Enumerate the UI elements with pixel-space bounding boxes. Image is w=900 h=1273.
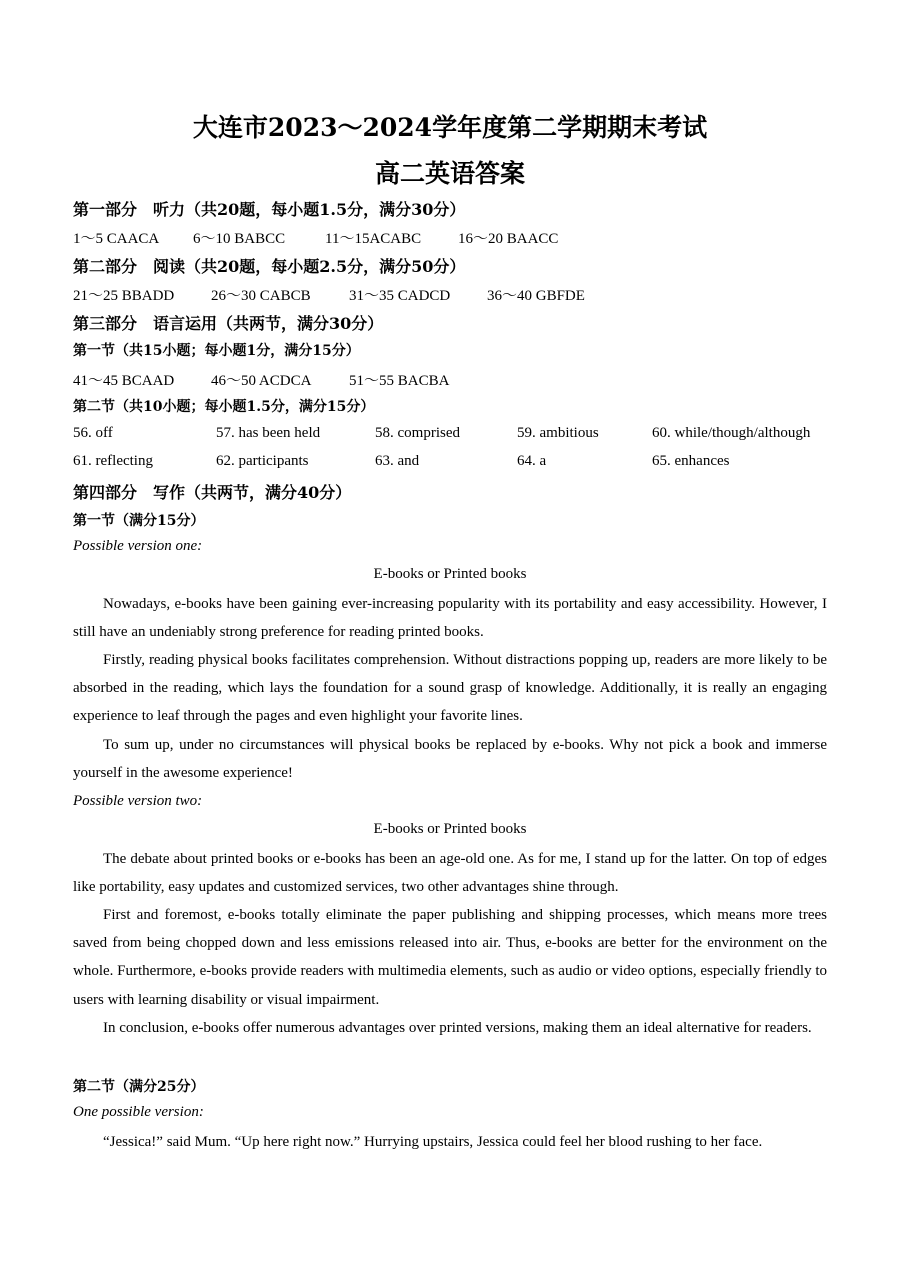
essay-paragraph: The debate about printed books or e-books has been an age-old one. As for me, I stand up for the latter. On top of edges like portability, easy updates and customized services, two other advantages shine through. bbox=[73, 851, 827, 896]
part3-s2-answer: 57. has been held bbox=[216, 425, 321, 441]
part3-s1-answer: 41～45 BCAAD bbox=[73, 373, 175, 389]
part4-section1-heading: 第一节（满分15分） bbox=[73, 513, 205, 529]
part1-heading: 第一部分 听力（共20题，每小题1.5分，满分30分） bbox=[73, 200, 466, 219]
essay-paragraph: Nowadays, e-books have been gaining ever-increasing popularity with its portability and easy accessibility. However, I still have an undeniably strong preference for reading printed books. bbox=[73, 596, 827, 641]
essay-paragraph: Firstly, reading physical books facilitates comprehension. Without distractions popping up, readers are more likely to be absorbed in the reading, which lays the foundation for a sound grasp of knowledge. Additionally, it is really an engaging experience to leaf through the pages and even highlight your favorite lines. bbox=[73, 652, 827, 725]
part1-answer: 1～5 CAACA bbox=[73, 231, 160, 247]
version-one-title: E-books or Printed books bbox=[373, 566, 527, 582]
part1-answer: 16～20 BAACC bbox=[458, 231, 559, 247]
part3-section2-heading: 第二节（共10小题；每小题1.5分，满分15分） bbox=[73, 399, 375, 415]
essay-paragraph: In conclusion, e-books offer numerous advantages over printed versions, making them an ideal alternative for readers. bbox=[103, 1020, 812, 1036]
part3-heading: 第三部分 语言运用（共两节，满分30分） bbox=[73, 314, 384, 333]
part3-s2-answer: 56. off bbox=[73, 425, 113, 441]
part3-s2-answer: 58. comprised bbox=[375, 425, 460, 441]
part3-section1-heading: 第一节（共15小题；每小题1分，满分15分） bbox=[73, 343, 360, 359]
part3-s2-answer: 61. reflecting bbox=[73, 453, 153, 469]
essay-paragraph: First and foremost, e-books totally eliminate the paper publishing and shipping processes, which means more trees saved from being chopped down and less emissions released into air. Thus, e-books are better for the environment on the whole. Furthermore, e-books provide readers with multimedia elements, such as audio or video options, especially friendly to users with learning disability or visual impairment. bbox=[73, 907, 827, 1008]
page-title: 大连市2023～2024学年度第二学期期末考试 bbox=[192, 113, 708, 142]
part3-s2-answer: 64. a bbox=[517, 453, 547, 469]
part4-heading: 第四部分 写作（共两节，满分40分） bbox=[73, 483, 352, 502]
essay-paragraph: To sum up, under no circumstances will physical books be replaced by e-books. Why not pick a book and immerse yourself in the awesome experience! bbox=[73, 737, 827, 782]
part3-s1-answer: 51～55 BACBA bbox=[349, 373, 450, 389]
one-version-label: One possible version: bbox=[73, 1104, 204, 1120]
part2-answer: 26～30 CABCB bbox=[211, 288, 311, 304]
part2-answer: 31～35 CADCD bbox=[349, 288, 451, 304]
part1-answer: 11～15ACABC bbox=[325, 231, 422, 247]
story-paragraph: “Jessica!” said Mum. “Up here right now.” Hurrying upstairs, Jessica could feel her blood rushing to her face. bbox=[103, 1134, 763, 1150]
version-one-label: Possible version one: bbox=[73, 538, 203, 554]
page-subtitle: 高二英语答案 bbox=[374, 159, 525, 188]
version-two-title: E-books or Printed books bbox=[373, 821, 527, 837]
part3-s2-answer: 62. participants bbox=[216, 453, 309, 469]
version-two-label: Possible version two: bbox=[73, 793, 203, 809]
part1-answer: 6～10 BABCC bbox=[193, 231, 286, 247]
part3-s2-answer: 60. while/though/although bbox=[652, 425, 811, 441]
part4-section2-heading: 第二节（满分25分） bbox=[73, 1079, 205, 1095]
part3-s2-answer: 59. ambitious bbox=[517, 425, 599, 441]
part2-answer: 21～25 BBADD bbox=[73, 288, 175, 304]
part3-s2-answer: 65. enhances bbox=[652, 453, 730, 469]
part3-s2-answer: 63. and bbox=[375, 453, 420, 469]
part2-answer: 36～40 GBFDE bbox=[487, 288, 585, 304]
part2-heading: 第二部分 阅读（共20题，每小题2.5分，满分50分） bbox=[73, 257, 466, 276]
part3-s1-answer: 46～50 ACDCA bbox=[211, 373, 312, 389]
